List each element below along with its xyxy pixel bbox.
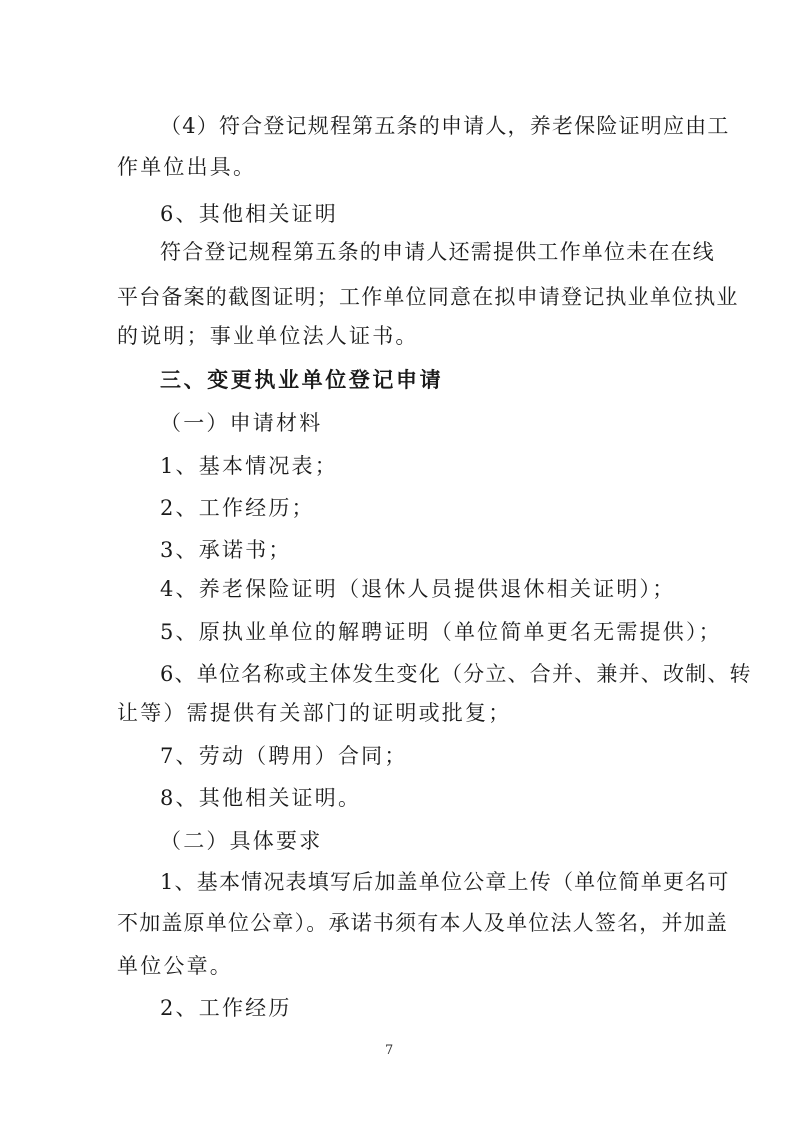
list-item: 8、其他相关证明。 xyxy=(160,786,362,810)
subheading: 6、其他相关证明 xyxy=(160,202,338,226)
list-item: 6、单位名称或主体发生变化（分立、合并、兼并、改制、转 xyxy=(160,662,752,686)
list-item: 3、承诺书； xyxy=(160,538,292,562)
subsection-heading: （一）申请材料 xyxy=(160,411,323,435)
list-item: 1、基本情况表； xyxy=(160,454,338,478)
list-item: 2、工作经历 xyxy=(160,996,292,1020)
list-item: 2、工作经历； xyxy=(160,496,315,520)
paragraph-line: 的说明；事业单位法人证书。 xyxy=(117,324,419,348)
paragraph-line: 不加盖原单位公章）。承诺书须有本人及单位法人签名，并加盖 xyxy=(117,911,729,935)
page-number: 7 xyxy=(385,1043,394,1058)
list-item: 5、原执业单位的解聘证明（单位简单更名无需提供）； xyxy=(160,620,722,644)
paragraph-line: 平台备案的截图证明；工作单位同意在拟申请登记执业单位执业 xyxy=(117,285,739,309)
paragraph-line: 作单位出具。 xyxy=(117,155,257,179)
list-item: 让等）需提供有关部门的证明或批复； xyxy=(117,701,512,725)
paragraph-line: 1、基本情况表填写后加盖单位公章上传（单位简单更名可 xyxy=(160,870,730,894)
list-item: 7、劳动（聘用）合同； xyxy=(160,744,408,768)
list-item: 4、养老保险证明（退休人员提供退休相关证明）； xyxy=(160,577,676,601)
paragraph-line: （4）符合登记规程第五条的申请人，养老保险证明应由工 xyxy=(160,114,730,138)
subsection-heading: （二）具体要求 xyxy=(160,829,323,853)
section-heading: 三、变更执业单位登记申请 xyxy=(160,368,444,392)
paragraph-line: 单位公章。 xyxy=(117,954,233,978)
paragraph-line: 符合登记规程第五条的申请人还需提供工作单位未在在线 xyxy=(160,240,715,264)
